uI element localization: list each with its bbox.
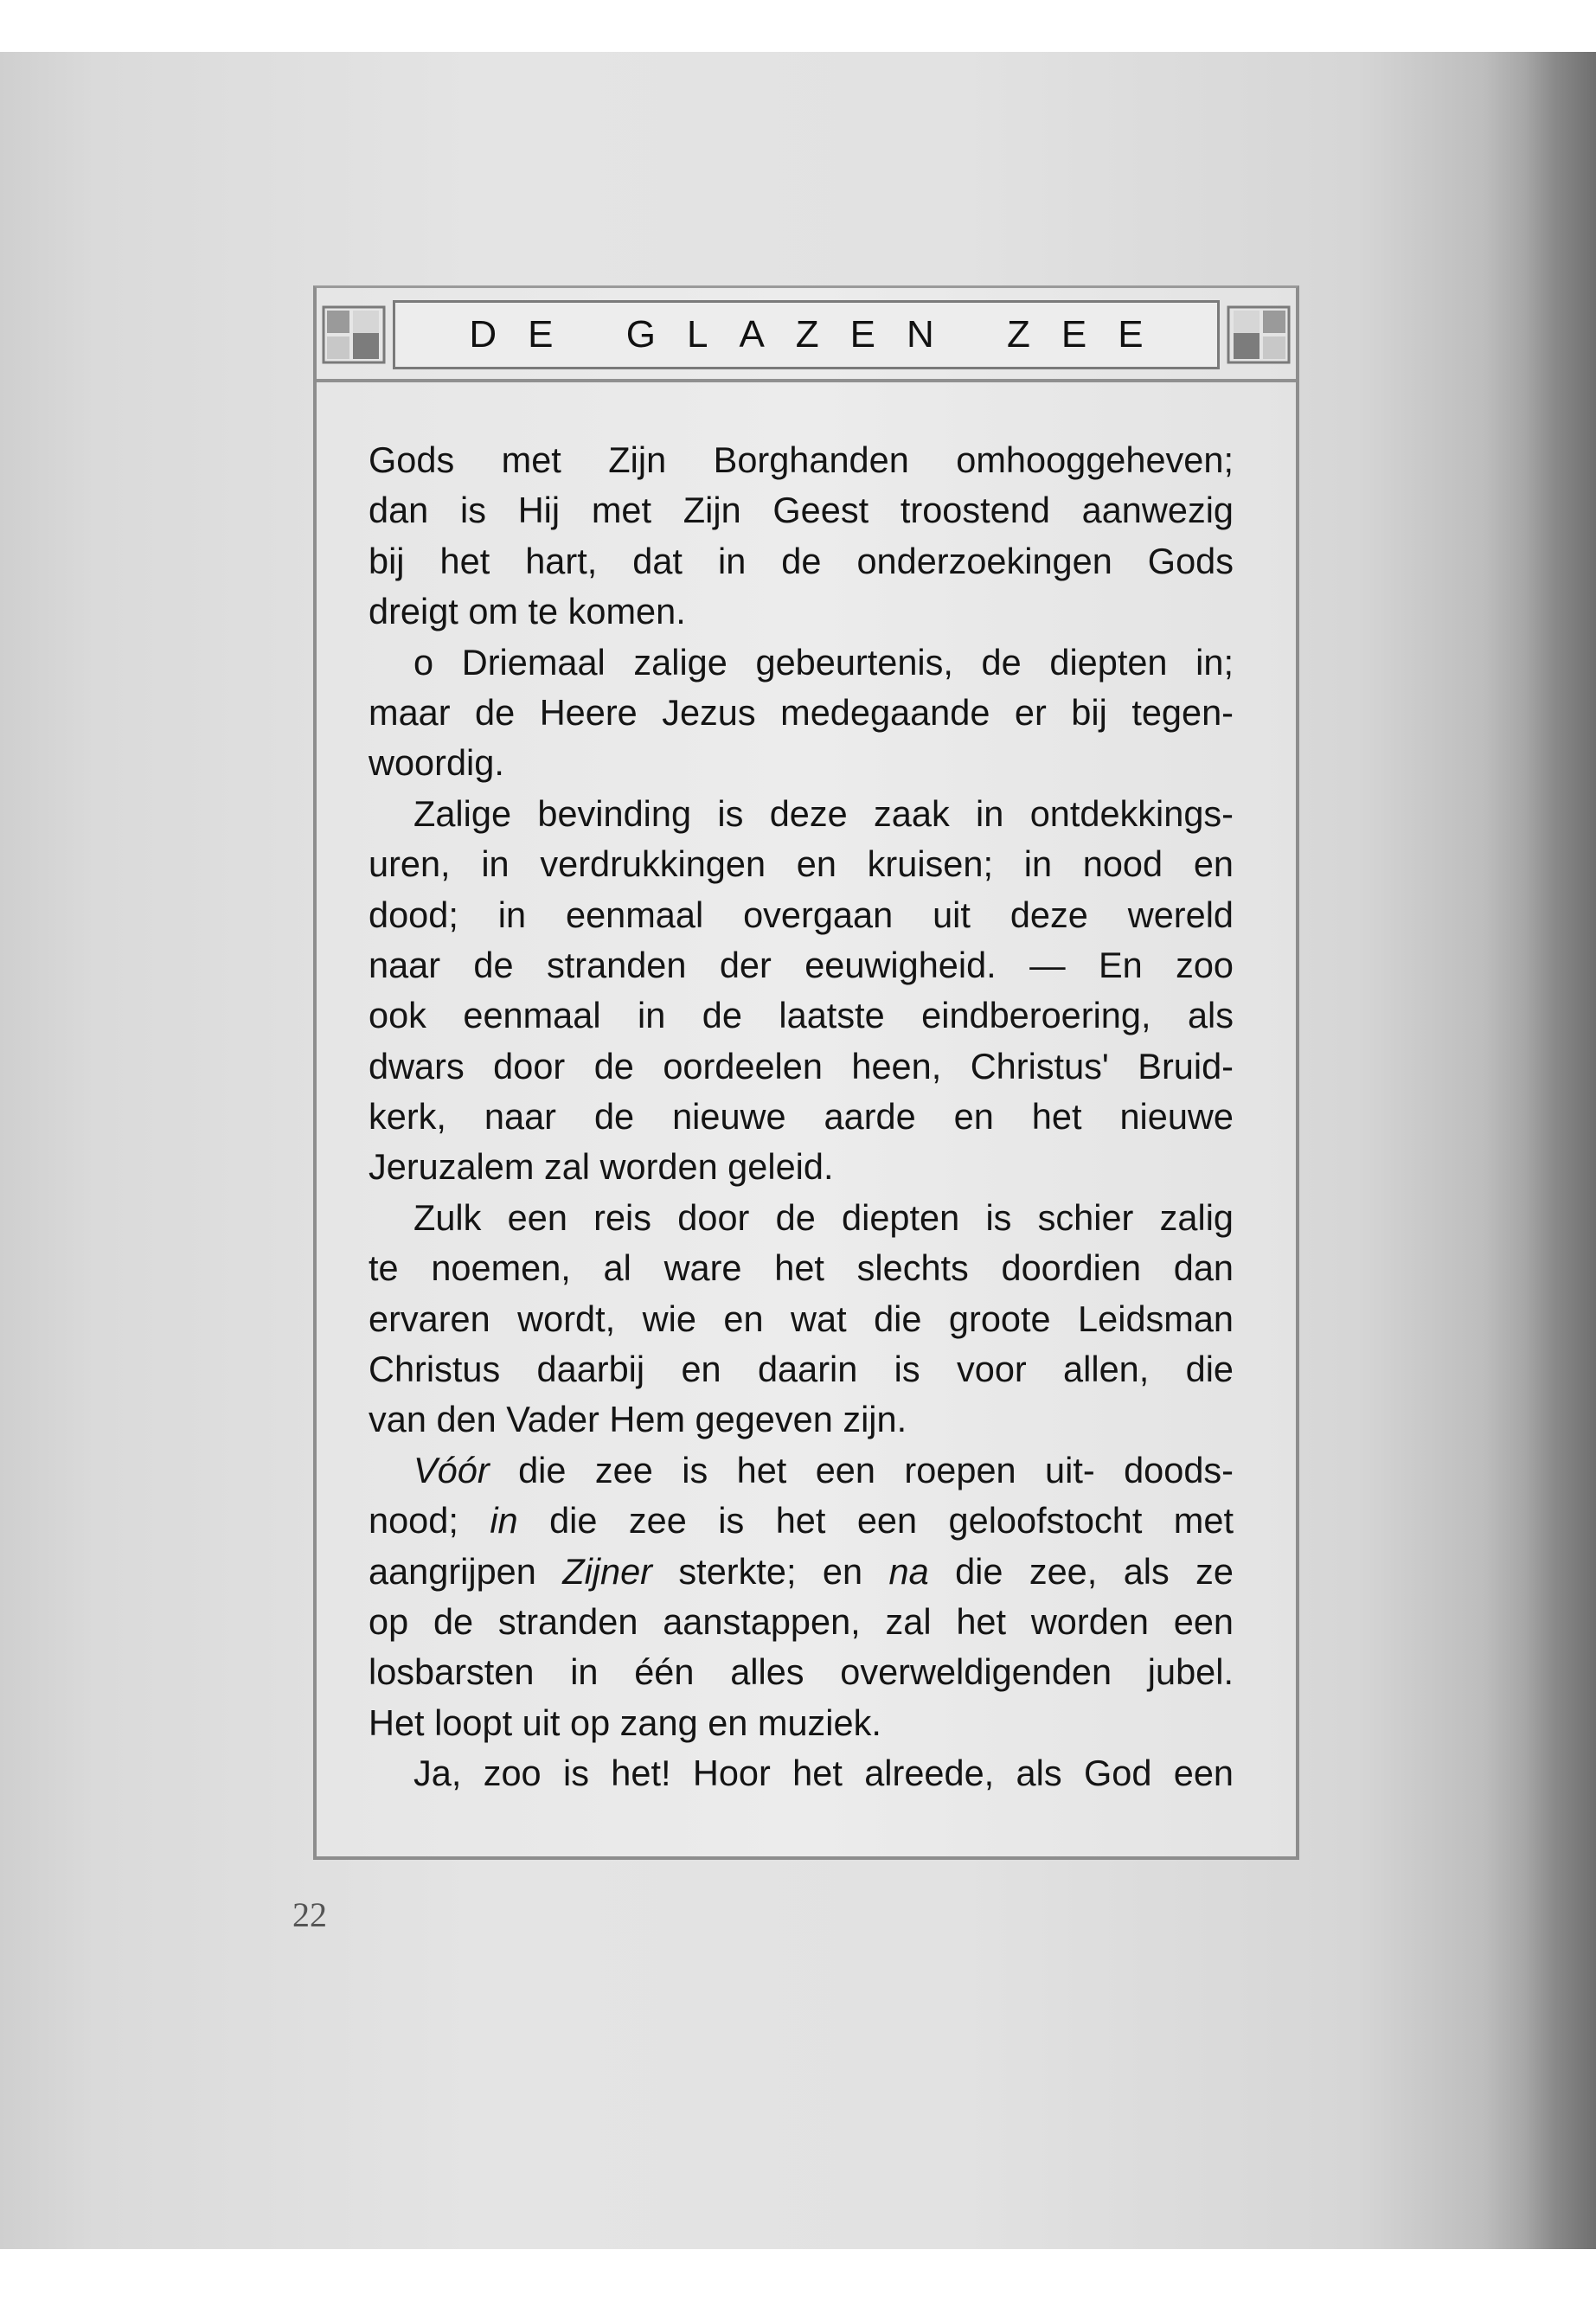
text-frame: [313, 285, 1299, 1860]
text-line: dwars door de oordeelen heen, Christus' Bruid-: [369, 1045, 1234, 1086]
text-line: Zalige bevinding is deze zaak in ontdekkings-: [413, 792, 1234, 834]
body-text: [369, 435, 1234, 1799]
text-line: van den Vader Hem gegeven zijn.: [369, 1399, 907, 1440]
text-line: kerk, naar de nieuwe aarde en het nieuwe: [369, 1096, 1234, 1138]
text-line: o Driemaal zalige gebeurtenis, de diepten in;: [413, 641, 1234, 683]
text-line: [369, 1547, 1234, 1597]
text-line: Gods met Zijn Borghanden omhooggeheven;: [369, 439, 1234, 480]
text-line: dan is Hij met Zijn Geest troostend aanwezig: [369, 490, 1234, 531]
text-line: [369, 1496, 1234, 1546]
text-span: sterkte; en: [652, 1550, 889, 1592]
page-number: 22: [292, 1895, 327, 1934]
italic-word: in: [490, 1500, 518, 1541]
corner-ornament-icon: [1223, 300, 1292, 369]
italic-word: Zijner: [562, 1550, 653, 1592]
text-span: die zee is het een roepen uit- doods-: [489, 1449, 1234, 1490]
italic-word: Vóór: [413, 1449, 490, 1490]
text-line: dood; in eenmaal overgaan uit deze wereld: [369, 894, 1234, 935]
text-line: ook eenmaal in de laatste eindberoering, als: [369, 995, 1234, 1036]
text-line: dreigt om te komen.: [369, 591, 686, 632]
text-line: Ja, zoo is het! Hoor het alreede, als God een: [413, 1753, 1234, 1794]
text-line: woordig.: [369, 742, 504, 784]
text-span: aangrijpen: [369, 1550, 563, 1592]
text-line: [369, 1445, 1234, 1496]
text-line: te noemen, al ware het slechts doordien dan: [369, 1247, 1234, 1289]
text-line: losbarsten in één alles overweldigenden jubel.: [369, 1651, 1234, 1693]
text-span: die zee, als ze: [928, 1550, 1234, 1592]
italic-word: na: [888, 1550, 929, 1592]
book-spine-shadow: [1527, 52, 1596, 2249]
text-line: Jeruzalem zal worden geleid.: [369, 1146, 834, 1188]
text-line: Christus daarbij en daarin is voor allen, die: [369, 1349, 1234, 1390]
text-line: op de stranden aanstappen, zal het worden een: [369, 1600, 1234, 1642]
running-head: DE GLAZEN ZEE: [469, 313, 1175, 356]
corner-ornament-icon: [320, 300, 389, 369]
running-head-box: [393, 300, 1220, 369]
text-line: bij het hart, dat in de onderzoekingen Gods: [369, 540, 1234, 581]
text-line: maar de Heere Jezus medegaande er bij tegen-: [369, 691, 1234, 733]
text-span: nood;: [369, 1500, 490, 1541]
text-span: die zee is het een geloofstocht met: [517, 1500, 1234, 1541]
text-line: uren, in verdrukkingen en kruisen; in nood en: [369, 843, 1234, 885]
text-line: Zulk een reis door de diepten is schier zalig: [413, 1196, 1234, 1238]
text-line: Het loopt uit op zang en muziek.: [369, 1702, 881, 1743]
text-line: ervaren wordt, wie en wat die groote Leidsman: [369, 1298, 1234, 1339]
text-line: naar de stranden der eeuwigheid. — En zoo: [369, 944, 1234, 985]
header-band: [317, 288, 1296, 382]
